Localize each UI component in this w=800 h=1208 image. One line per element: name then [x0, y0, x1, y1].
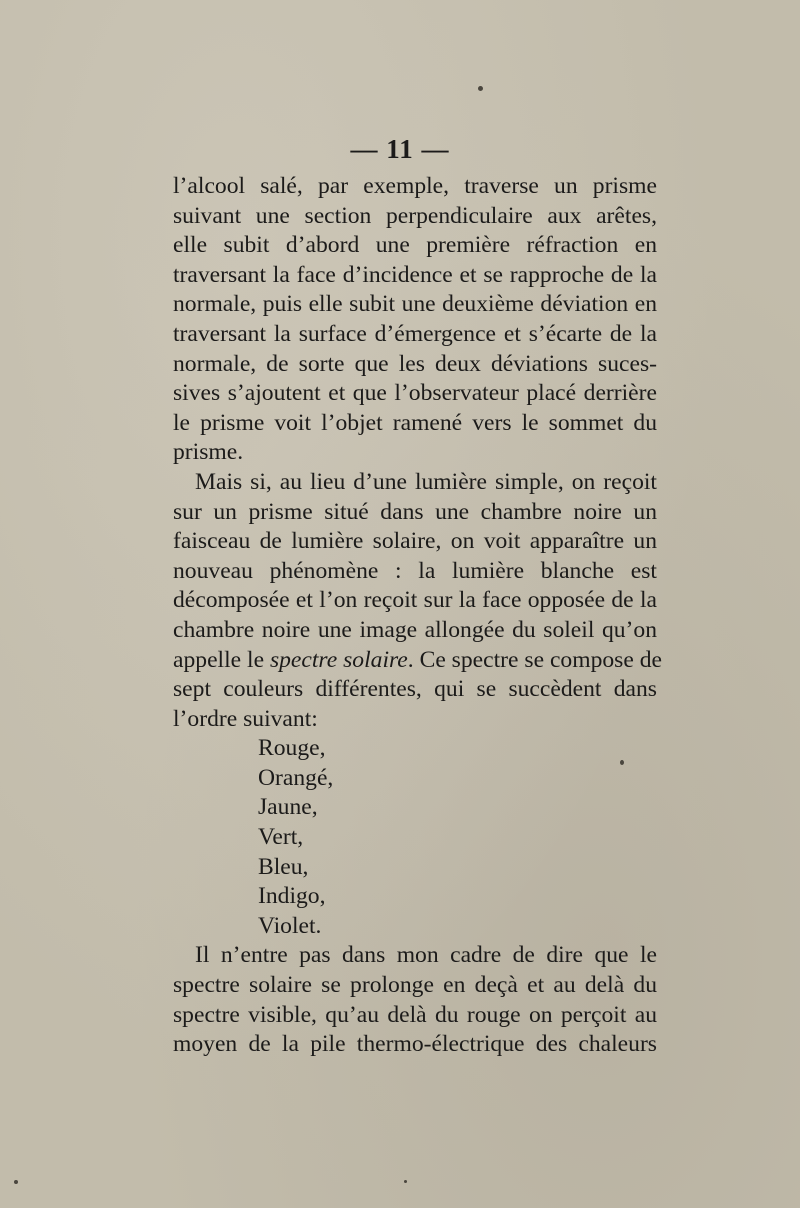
list-item: Jaune,: [258, 794, 318, 821]
text-line: prisme.: [173, 439, 244, 466]
text-line: sept couleurs différentes, qui se succèdent dans: [173, 676, 657, 703]
list-item: Orangé,: [258, 764, 334, 791]
text-line: traversant la surface d’émergence et s’écarte de la: [173, 320, 657, 347]
page-body: [173, 172, 662, 1060]
text-line: sives s’ajoutent et que l’observateur placé derrière: [173, 380, 657, 407]
text-line: chambre noire une image allongée du soleil qu’on: [173, 616, 657, 643]
text-line: sur un prisme situé dans une chambre noire un: [173, 498, 657, 525]
text-line: l’alcool salé, par exemple, traverse un prisme: [173, 173, 657, 199]
color-list: [173, 734, 657, 941]
text-line: spectre solaire se prolonge en deçà et au delà du: [173, 972, 657, 999]
text-line: l’ordre suivant:: [173, 705, 318, 732]
text-line: moyen de la pile thermo-électrique des chaleurs: [173, 1031, 657, 1058]
text-fragment: appelle le: [173, 646, 270, 673]
text-fragment: . Ce spectre se compose de: [407, 646, 662, 673]
text-line: Mais si, au lieu d’une lumière simple, on reçoit: [195, 468, 657, 495]
text-line: normale, puis elle subit une deuxième déviation en: [173, 291, 657, 318]
text-line: elle subit d’abord une première réfraction en: [173, 232, 657, 259]
text-line: le prisme voit l’objet ramené vers le sommet du: [173, 409, 657, 436]
paper-speck: [14, 1180, 18, 1184]
text-line: décomposée et l’on reçoit sur la face opposée de la: [173, 587, 657, 614]
list-item: Violet.: [258, 912, 322, 939]
text-line: Il n’entre pas dans mon cadre de dire que le: [195, 942, 657, 969]
paper-speck: [478, 86, 483, 91]
emphasis-spectre-solaire: spectre solaire: [269, 646, 408, 673]
paragraph-3: [173, 941, 657, 1059]
list-item: Vert,: [258, 824, 304, 851]
text-line: spectre visible, qu’au delà du rouge on perçoit au: [173, 1001, 657, 1028]
paragraph-1: [173, 172, 657, 468]
text-line: faisceau de lumière solaire, on voit apparaître un: [173, 528, 657, 555]
text-line: normale, de sorte que les deux déviations suces-: [173, 350, 657, 377]
list-item: Bleu,: [258, 853, 309, 880]
page-number: — 11 —: [350, 134, 450, 164]
text-line: [173, 646, 662, 676]
list-item: Indigo,: [258, 883, 326, 910]
text-line: traversant la face d’incidence et se rapproche de la: [173, 261, 657, 288]
text-line: suivant une section perpendiculaire aux arêtes,: [173, 202, 657, 229]
paper-speck: [404, 1180, 407, 1183]
list-item: Rouge,: [258, 735, 326, 762]
paragraph-2: [173, 468, 662, 734]
text-line: nouveau phénomène : la lumière blanche est: [173, 557, 657, 584]
